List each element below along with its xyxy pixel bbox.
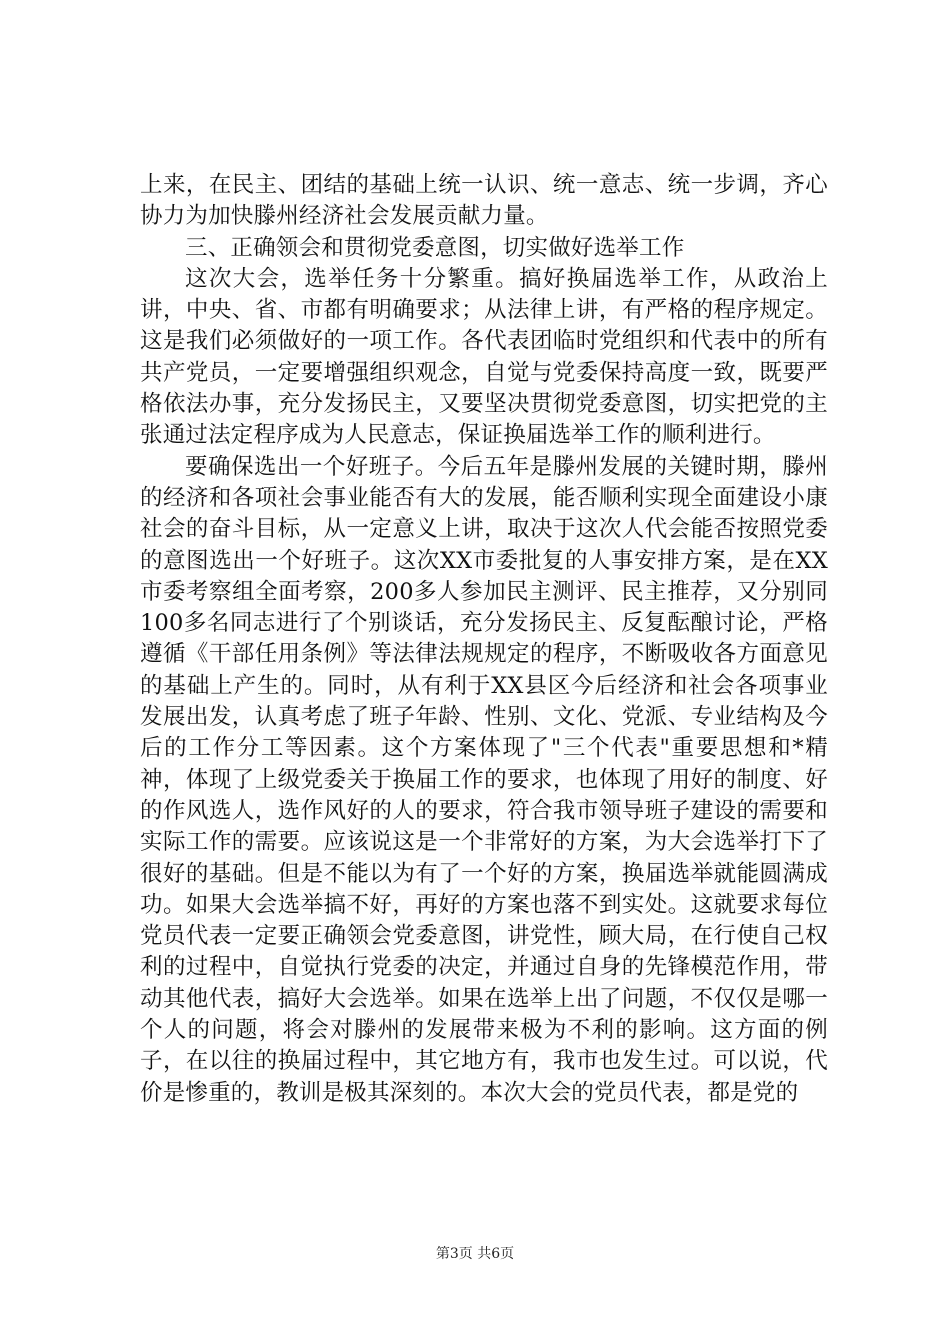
paragraph-good-team: 要确保选出一个好班子。今后五年是滕州发展的关键时期，滕州的经济和各项社会事业能否有大的发展，能否顺利实现全面建设小康社会的奋斗目标，从一定意义上讲，取决于这次人代会能否按照党委的意图选出一个好班子。这次XX市委批复的人事安排方案，是在XX市委考察组全面考察，200多人参加民主测评、民主推荐，又分别同100多名同志进行了个别谈话，充分发扬民主、反复酝酿讨论，严格遵循《干部任用条例》等法律法规规定的程序，不断吸收各方面意见的基础上产生的。同时，从有利于XX县区今后经济和社会各项事业发展出发，认真考虑了班子年龄、性别、文化、党派、专业结构及今后的工作分工等因素。这个方案体现了"三个代表"重要思想和*精神，体现了上级党委关于换届工作的要求，也体现了用好的制度、好的作风选人，选作风好的人的要求，符合我市领导班子建设的需要和实际工作的需要。应该说这是一个非常好的方案，为大会选举打下了很好的基础。但是不能以为有了一个好的方案，换届选举就能圆满成功。如果大会选举搞不好，再好的方案也落不到实处。这就要求每位党员代表一定要正确领会党委意图，讲党性，顾大局，在行使自己权利的过程中，自觉执行党委的决定，并通过自身的先锋模范作用，带动其他代表，搞好大会选举。如果在选举上出了问题，不仅仅是哪一个人的问题，将会对滕州的发展带来极为不利的影响。这方面的例子，在以往的换届过程中，其它地方有，我市也发生过。可以说，代价是惨重的，教训是极其深刻的。本次大会的党员代表，都是党的: [140, 453, 828, 1106]
paragraph-continuation: 上来，在民主、团结的基础上统一认识、统一意志、统一步调，齐心协力为加快滕州经济社会发展贡献力量。: [140, 172, 828, 230]
document-body: [140, 170, 828, 1109]
paragraph-election-task: 这次大会，选举任务十分繁重。搞好换届选举工作，从政治上讲，中央、省、市都有明确要求；从法律上讲，有严格的程序规定。这是我们必须做好的一项工作。各代表团临时党组织和代表中的所有共产党员，一定要增强组织观念，自觉与党委保持高度一致，既要严格依法办事，充分发扬民主，又要坚决贯彻党委意图，切实把党的主张通过法定程序成为人民意志，保证换届选举工作的顺利进行。: [140, 265, 828, 449]
section-heading: 三、正确领会和贯彻党委意图，切实做好选举工作: [185, 234, 685, 261]
page-number-footer: 第3页 共6页: [435, 1246, 515, 1262]
